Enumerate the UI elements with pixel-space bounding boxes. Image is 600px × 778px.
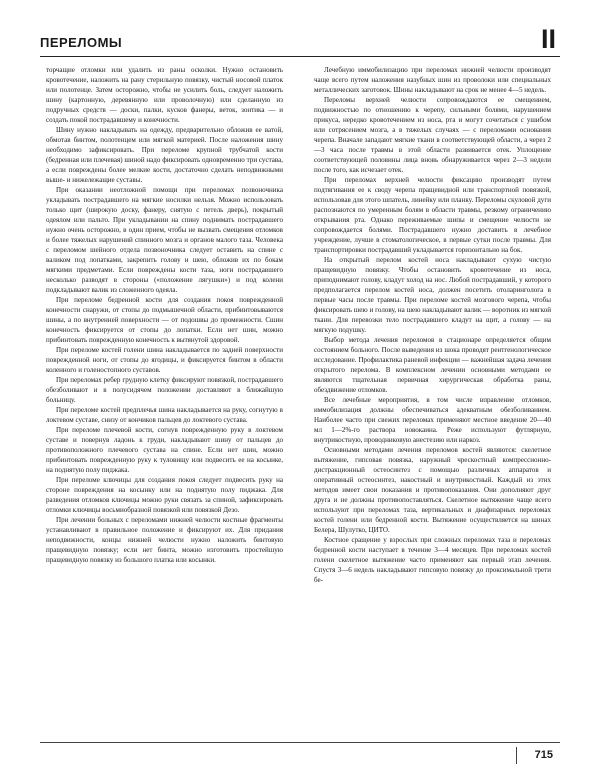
paragraph: При оказании неотложной помощи при переломах позвоночника укладывать пострадавшего на мягкие носилки нельзя. Можно использовать только щит (широкую доску, фанеру, снятую с петель дверь), покрытый одеялом или пальто. При укладывании на спину поднимать пострадавшего нужно очень осторожно, в один прием, чтобы не вызвать смещения отломков и более тяжелых нарушений спинного мозга и органов малого таза. Человека с переломом шейного отдела позвоночника следует оставить на спине с валиком под лопатками, закрепить голову и шею, обложив их по бокам мягкими предметами. Если повреждены кости таза, ноги пострадавшего несколько разводят в стороны («положение лягушки») и под колени подкладывают валик из сложенного одеяла.: [46, 186, 283, 294]
section-title: ПЕРЕЛОМЫ: [40, 35, 123, 50]
paragraph: При переломе ключицы для создания покоя следует подвесить руку на стороне повреждения на косынку или на поднятую полу пиджака. Для разведения отломков ключицы можно руки связать за спиной, зафиксировать отломки ключицы восьмиобразной повязкой или повязкой Дезо.: [46, 476, 283, 514]
footer-rule: [40, 742, 560, 743]
paragraph: торчащие отломки или удалить из раны осколки. Нужно остановить кровотечение, наложить на рану стерильную повязку, чистый носовой платок или полотенце. Затем осторожно, чтобы не усилить боль, следует наложить шину (картонную, деревянную или проволочную) или сделанную из подручных средств — доски, палки, кусков фанеры, веток, зонтика — и создать покой пострадавшему и конечности.: [46, 66, 283, 124]
paragraph: При переломе бедренной кости для создания покоя поврежденной конечности снаружи, от стопы до подмышечной области, прибинтовываются шины, а по внутренней поверхности — от подошвы до промежности. Сшин конечность фиксируется от стопы до лопатки. Если нет шин, можно прибинтовать поврежденную конечность к вытянутой здоровой.: [46, 296, 283, 344]
paragraph: Переломы верхней челюсти сопровождаются ее смещением, подвижностью по отношению к черепу, сильными болями, нарушением прикуса, нередко кровотечением из носа, рта и могут сочетаться с ушибом или сотрясением мозга, а в тяжелых случаях — с переломами основания черепа. Вначале западают мягкие ткани в соответствующей области, а через 2—3 часа после травмы в этой области развивается отек. Уплощение соответствующей половины лица вновь обнаруживается через 2—3 недели после того, как исчезает отек.: [314, 96, 551, 174]
paragraph: При переломе костей голени шина накладывается по задней поверхности поврежденной ноги, от стопы до ягодицы, и фиксируется бинтом в области коленного и голеностопного суставов.: [46, 346, 283, 374]
running-header: [40, 24, 560, 57]
left-column: [46, 65, 283, 565]
right-column: [314, 65, 551, 585]
section-number: II: [540, 24, 556, 54]
paragraph: При лечении больных с переломами нижней челюсти костные фрагменты устанавливают в правильное положение и фиксируют их. Для придания неподвижности, концы нижней челюсти нужно наложить бинтовую пращевидную повязку; если нет бинта, можно изготовить простейшую пращевидную повязку из большого платка или косынки.: [46, 516, 283, 564]
paragraph: Основными методами лечения переломов костей являются: скелетное вытяжение, гипсовая повязка, наружный чрескостный компрессионно-дистракционный остеосинтез с помощью различных аппаратов и оперативный остеосинтез, накостный и внутрикостный. Каждый из этих методов имеет свои показания и противопоказания. Они дополняют друг друга и не должны противопоставляться. Скелетное вытяжение чаще всего используют при переломах таза, вертикальных и диафизарных переломах костей голени или бедренной кости. Вытяжение осуществляется на шинах Белера, Шулутко, ЦИТО.: [314, 446, 551, 534]
paragraph: При переломе костей предплечья шина накладывается на руку, согнутую в локтевом суставе, снизу от кончиков пальцев до локтевого сустава.: [46, 406, 283, 424]
paragraph: При переломах ребер грудную клетку фиксируют повязкой, пострадавшего обезболивают и в полусидячем положении доставляют в ближайшую больницу.: [46, 376, 283, 404]
paragraph: Костное сращение у взрослых при сложных переломах таза и переломах бедренной кости наступает в течение 3—4 месяцев. При переломах костей голени скелетное вытяжение часто применяют как первый этап лечения. Спустя 3—6 недель накладывают гипсовую повязку до проксимальной трети бе-: [314, 536, 551, 584]
paragraph: Лечебную иммобилизацию при переломах нижней челюсти производят чаще всего путем наложения назубных шин из проволоки или специальных металлических заготовок. Шины накладывают на срок не менее 4—5 недель.: [314, 66, 551, 94]
paragraph: Шину нужно накладывать на одежду, предварительно обложив ее ватой, обмотав бинтом, полотенцем или мягкой материей. После наложения шину необходимо зафиксировать. При переломе крупной трубчатой кости (бедренная или плечевая) шиной надо фиксировать одновременно три сустава, а если повреждены более мелкие кости, достаточно сделать неподвижными выше- и нижележащие суставы.: [46, 126, 283, 184]
page-number: 715: [516, 747, 553, 764]
paragraph: При переломах верхней челюсти фиксацию производят путем подтягивания ее к своду черепа пращевидной или транспортной повязкой, использовав для этого шпатель, линейку или планку. Переломы скуловой дуги распознаются по умеренным болям в области травмы, резкому ограничению открывания рта. Однако переживаемые шипы и смещение челюсти не сопровождается болями. Пострадавшего нужно доставить в лечебное учреждение, лучше в стоматологическое, в первые сутки после травмы. Для транспортировки пострадавший укладывается горизонтально на бок.: [314, 176, 551, 254]
paragraph: При переломе плечевой кости, согнув поврежденную руку в локтевом суставе и повернув ладонь к груди, накладывают шину от пальцев до противоположного плечевого сустава на спине. Если нет шин, можно прибинтовать поврежденную руку к туловищу или подвесить ее на косынке, на поднятую полу пиджака.: [46, 426, 283, 474]
paragraph: На открытый перелом костей носа накладывают сухую чистую пращевидную повязку. Чтобы остановить кровотечение из носа, приподнимают голову, кладут холод на нос. Любой пострадавший, у которого предполагается перелом костей носа, должен посетить отоларинголога в первые часы после травмы. При переломе костей мозгового черепа, чтобы фиксировать шею и голову, на шею накладывают валик — воротник из мягкой ткани. Для перевозки тело пострадавшего кладут на щит, а голову — на мягкую подушку.: [314, 256, 551, 334]
paragraph: Все лечебные мероприятия, в том числе вправление отломков, иммобилизация должны обеспечиваться адекватным обезболиванием. Наиболее часто при свежих переломах применяют местное введение 20—40 мл 1—2%-го раствора новокаина. Реже используют футлярную, внутрикостную, проводниковую анестезию или наркоз.: [314, 396, 551, 444]
paragraph: Выбор метода лечения переломов в стационаре определяется общим состоянием больного. После выведения из шока проводят рентгенологическое исследование. Профилактика раневой инфекции — важнейшая задача лечения открытого перелома. В комплексном лечении основными методами ее являются тщательная первичная хирургическая обработка раны, обездвижение отломков.: [314, 336, 551, 394]
